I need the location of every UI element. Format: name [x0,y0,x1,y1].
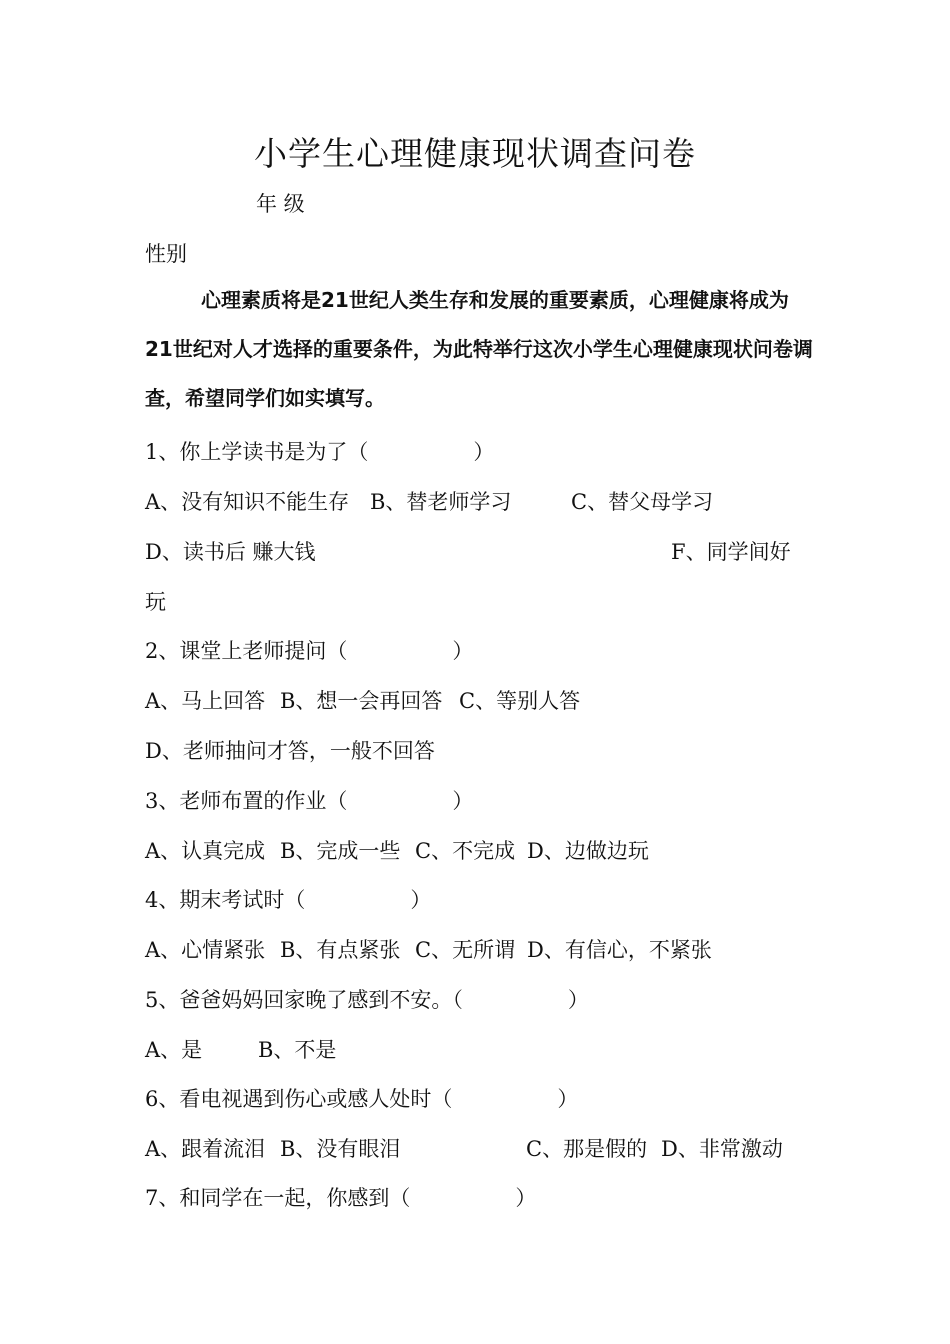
q5-option-a: A、是 [145,1038,203,1062]
q1-option-c: C、替父母学习 [571,490,714,514]
q6-option-c: C、那是假的 [526,1137,648,1161]
question-1: 1、你上学读书是为了（ ） [145,440,495,464]
question-3: 3、老师布置的作业（ ） [145,789,474,813]
q6-option-a: A、跟着流泪 [145,1137,266,1161]
q3-option-d: D、边做边玩 [527,839,649,863]
q2-option-c: C、等别人答 [459,689,581,713]
q3-option-c: C、不完成 [415,839,516,863]
question-6: 6、看电视遇到伤心或感人处时（ ） [145,1087,579,1111]
question-4: 4、期末考试时（ ） [145,888,432,912]
q4-option-c: C、无所谓 [415,938,516,962]
q1-option-a: A、没有知识不能生存 [145,490,350,514]
q6-option-d: D、非常激动 [661,1137,783,1161]
intro-paragraph [145,276,815,423]
question-5: 5、爸爸妈妈回家晚了感到不安。（ ） [145,988,589,1012]
q2-option-a: A、马上回答 [145,689,266,713]
q5-option-b: B、不是 [258,1038,337,1062]
q3-option-a: A、认真完成 [145,839,266,863]
grade-field-label: 年 级 [256,192,305,216]
q2-option-b: B、想一会再回答 [280,689,443,713]
q4-option-a: A、心情紧张 [145,938,266,962]
q1-option-f-continued: 玩 [145,590,166,614]
q4-option-b: B、有点紧张 [280,938,401,962]
q1-option-d: D、读书后 赚大钱 [145,540,316,564]
q6-option-b: B、没有眼泪 [280,1137,401,1161]
intro-text: 心理素质将是21世纪人类生存和发展的重要素质，心理健康将成为21世纪对人才选择的重要条件，为此特举行这次小学生心理健康现状问卷调查，希望同学们如实填写。 [145,288,813,410]
q4-option-d: D、有信心，不紧张 [527,938,712,962]
q2-option-d: D、老师抽问才答，一般不回答 [145,739,435,763]
q1-option-f: F、同学间好 [671,540,791,564]
question-7: 7、和同学在一起，你感到（ ） [145,1186,537,1210]
question-2: 2、课堂上老师提问（ ） [145,639,474,663]
q1-option-b: B、替老师学习 [370,490,512,514]
document-title: 小学生心理健康现状调查问卷 [254,134,696,173]
q3-option-b: B、完成一些 [280,839,401,863]
gender-field-label: 性别 [145,242,187,266]
